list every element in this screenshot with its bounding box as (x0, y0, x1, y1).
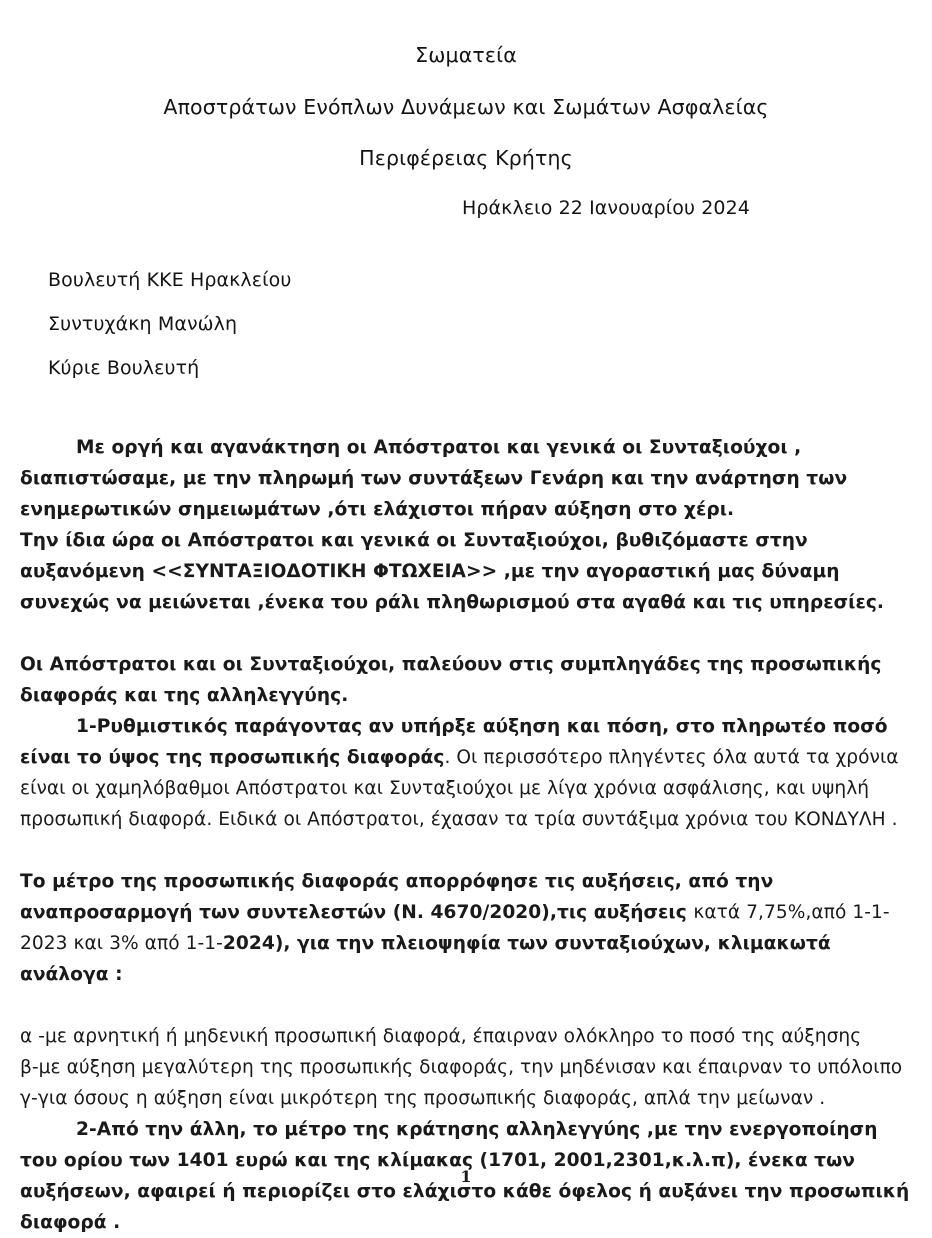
paragraph-1-text: Με οργή και αγανάκτηση οι Απόστρατοι και γενικά οι Συνταξιούχοι , διαπιστώσαμε, με την πληρωμή των συντάξεων Γενάρη και την ανάρτηση των ενημερωτικών σημειωμάτων ,ότι ελάχιστοι πήραν αύξηση στο χέρι. (20, 436, 848, 520)
list-item-a (20, 1021, 912, 1052)
letterhead (0, 0, 932, 171)
list-item-a-text: α -με αρνητική ή μηδενική προσωπική διαφορά, έπαιρναν ολόκληρο το ποσό της αύξησης (20, 1025, 862, 1047)
page-number: 1 (460, 1167, 472, 1186)
list-item-c (20, 1083, 912, 1114)
paragraph-4 (20, 711, 912, 835)
paragraph-1 (20, 432, 912, 525)
paragraph-5-bold-text-b: 2024), για την πλειοψηφία των συνταξιούχων, κλιμακωτά ανάλογα : (20, 932, 831, 985)
paragraph-spacer-2 (20, 835, 912, 866)
addressee-name: Συντυχάκη Μανώλη (48, 312, 238, 335)
addressee-salutation: Κύριε Βουλευτή (48, 356, 200, 379)
paragraph-5-bold-text-a: Το μέτρο της προσωπικής διαφοράς απορρόφησε τις αυξήσεις, από την αναπροσαρμογή των συντελεστών (Ν. 4670/2020),τις αυξήσεις (20, 870, 774, 923)
paragraph-spacer-3 (20, 990, 912, 1021)
list-item-b-text: β-με αύξηση μεγαλύτερη της προσωπικής διαφοράς, την μηδένισαν και έπαιρναν το υπόλοιπο (20, 1056, 903, 1078)
paragraph-6-text: 2-Από την άλλη, το μέτρο της κράτησης αλληλεγγύης ,με την ενεργοποίηση του ορίου των 1401 ευρώ και της κλίμακας (1701, 2001,2301,κ.λ.π), ένεκα των αυξήσεων, αφαιρεί ή περιορίζει στο ελάχιστο κάθε όφελος ή αυξάνει την προσωπική διαφορά . (20, 1118, 910, 1233)
paragraph-3-text: Οι Απόστρατοι και οι Συνταξιούχοι, παλεύουν στις συμπληγάδες της προσωπικής διαφοράς και της αλληλεγγύης. (20, 653, 882, 706)
paragraph-5-regular-text: κατά 7,75%,από 1-1-2023 και 3% από 1-1- (20, 901, 890, 954)
list-item-c-text: γ-για όσους η αύξηση είναι μικρότερη της προσωπικής διαφοράς, απλά την μείωναν . (20, 1087, 826, 1109)
paragraph-4-bold-text: 1-Ρυθμιστικός παράγοντας αν υπήρξε αύξηση και πόση, στο πληρωτέο ποσό είναι το ύψος της προσωπικής διαφοράς (20, 715, 888, 768)
paragraph-4-regular-text: . Οι περισσότερο πληγέντες όλα αυτά τα χρόνια είναι οι χαμηλόβαθμοι Απόστρατοι και Συνταξιούχοι με λίγα χρόνια ασφάλισης, και υψηλή προσωπική διαφορά. Ειδικά οι Απόστρατοι, έχασαν τα τρία συντάξιμα χρόνια του ΚΟΝΔΥΛΗ . (20, 746, 899, 830)
letterhead-line-organization: Σωματεία (415, 43, 517, 67)
addressee-role: Βουλευτή ΚΚΕ Ηρακλείου (48, 268, 292, 291)
addressee-block (0, 268, 932, 379)
paragraph-spacer-1 (20, 618, 912, 649)
paragraph-2 (20, 525, 912, 618)
letterhead-line-subtitle: Αποστράτων Ενόπλων Δυνάμεων και Σωμάτων Ασφαλείας (163, 94, 769, 119)
dateline: Ηράκλειο 22 Ιανουαρίου 2024 (462, 196, 750, 219)
letterhead-line-region: Περιφέρειας Κρήτης (359, 146, 573, 171)
paragraph-2-text: Την ίδια ώρα οι Απόστρατοι και γενικά οι Συνταξιούχοι, βυθιζόμαστε στην αυξανόμενη <<ΣΥΝΤΑΞΙΟΔΟΤΙΚΗ ΦΤΩΧΕΙΑ>> ,με την αγοραστική μας δύναμη συνεχώς να μειώνεται ,ένεκα του ράλι πληθωρισμού στα αγαθά και τις υπηρεσίες. (20, 529, 885, 613)
paragraph-5 (20, 866, 912, 990)
list-item-b (20, 1052, 912, 1083)
paragraph-3 (20, 649, 912, 711)
letter-body (0, 432, 932, 1238)
